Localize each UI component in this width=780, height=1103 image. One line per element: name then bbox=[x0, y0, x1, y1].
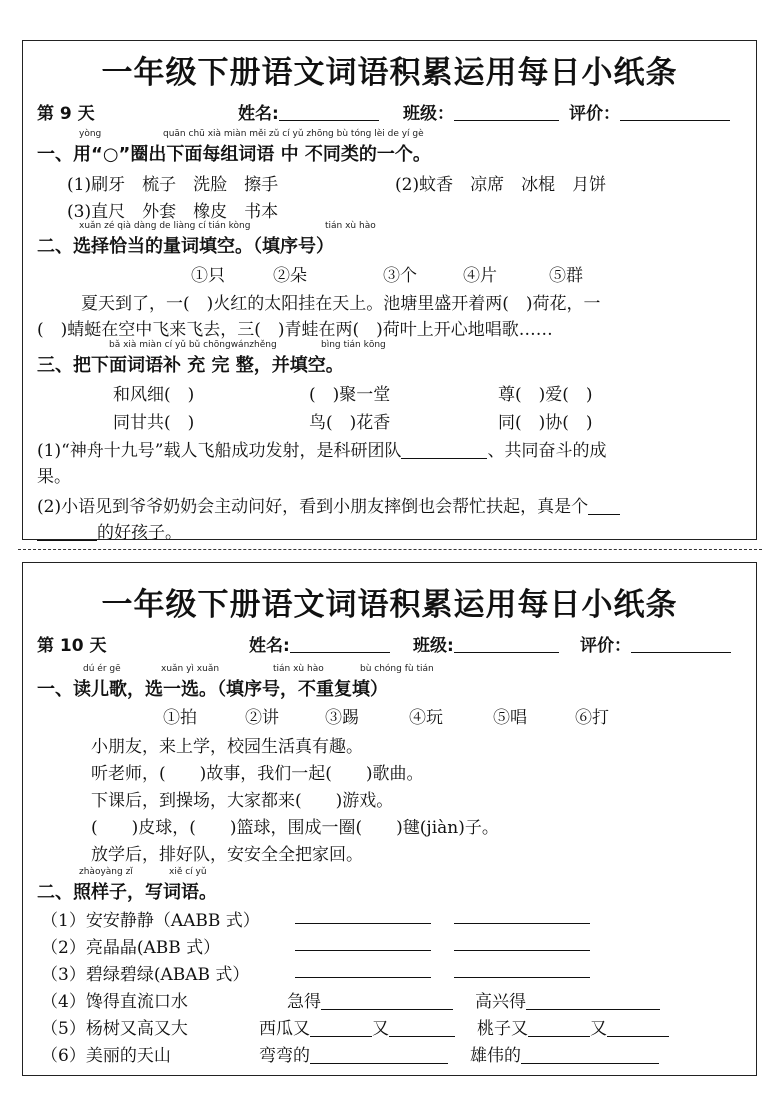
class-blank[interactable] bbox=[454, 104, 559, 121]
answer-blank-row bbox=[295, 960, 590, 979]
q2-item: （1）安安静静（AABB 式） bbox=[41, 911, 260, 931]
option: ①只 bbox=[191, 266, 225, 286]
poem-line: 听老师，( )故事，我们一起( )歌曲。 bbox=[91, 764, 424, 784]
answer-blank[interactable] bbox=[528, 1019, 590, 1037]
option: ③踢 bbox=[325, 708, 359, 728]
question-2-title: 二、选择恰当的量词填空。（填序号） bbox=[37, 236, 334, 257]
answer-blank[interactable] bbox=[607, 1019, 669, 1037]
answer-blank[interactable] bbox=[401, 441, 487, 459]
idiom-blank: 尊( )爱( ) bbox=[498, 385, 593, 405]
name-label: 姓名: bbox=[249, 636, 290, 656]
pinyin: tián xù hào bbox=[273, 664, 324, 674]
answer-blank[interactable] bbox=[454, 933, 590, 951]
question-1-title: 一、用“○”圈出下面每组词语 中 不同类的一个。 bbox=[37, 144, 431, 165]
q2-passage-line-1: 夏天到了，一( )火红的太阳挂在天上。池塘里盛开着两( )荷花，一 bbox=[81, 294, 601, 314]
name-label: 姓名: bbox=[238, 104, 279, 124]
idiom-blank: 鸟( )花香 bbox=[309, 413, 391, 433]
q2-item: （2）亮晶晶(ABB 式） bbox=[41, 938, 221, 958]
answer-blank-row bbox=[295, 906, 590, 925]
option: ⑤群 bbox=[549, 266, 583, 286]
class-field[interactable] bbox=[403, 99, 559, 124]
name-blank[interactable] bbox=[279, 104, 379, 121]
answer-blank[interactable] bbox=[295, 960, 431, 978]
q2-item: （5）杨树又高又大 bbox=[41, 1019, 188, 1039]
cut-line-divider bbox=[18, 549, 762, 550]
q3-sentence-2: (2)小语见到爷爷奶奶会主动问好，看到小朋友摔倒也会帮忙扶起，真是个 bbox=[37, 492, 620, 517]
worksheet-card-day10 bbox=[22, 562, 757, 1076]
answer-blank[interactable] bbox=[295, 906, 431, 924]
pinyin: xiě cí yǔ bbox=[169, 867, 207, 877]
card-title: 一年级下册语文词语积累运用每日小纸条 bbox=[101, 587, 678, 623]
q3-sentence-2-end: 的好孩子。 bbox=[37, 518, 182, 543]
answer-blank-row bbox=[295, 933, 590, 952]
option: ⑥打 bbox=[575, 708, 609, 728]
class-label: 班级: bbox=[413, 636, 454, 656]
option: ③个 bbox=[383, 266, 417, 286]
pinyin: tián xù hào bbox=[325, 221, 376, 231]
pinyin: bù chóng fù tián bbox=[360, 664, 434, 674]
option: ①拍 bbox=[163, 708, 197, 728]
name-field[interactable] bbox=[249, 631, 390, 656]
q2-passage-line-2: ( )蜻蜓在空中飞来飞去，三( )青蛙在两( )荷叶上开心地唱歌…… bbox=[37, 320, 553, 340]
eval-blank[interactable] bbox=[631, 636, 731, 653]
q1-group-3: (3)直尺 外套 橡皮 书本 bbox=[67, 202, 279, 222]
card-title: 一年级下册语文词语积累运用每日小纸条 bbox=[101, 55, 678, 91]
answer-blank[interactable] bbox=[454, 906, 590, 924]
pinyin: xuǎn yì xuǎn bbox=[161, 664, 220, 674]
q2-item: （6）美丽的天山 bbox=[41, 1046, 171, 1066]
idiom-blank: 同( )协( ) bbox=[498, 413, 593, 433]
question-3-title: 三、把下面词语补 充 完 整，并填空。 bbox=[37, 355, 344, 376]
option: ⑤唱 bbox=[493, 708, 527, 728]
poem-line: ( )皮球，( )篮球，围成一圈( )毽(jiàn)子。 bbox=[91, 818, 499, 838]
q2-item: （4）馋得直流口水 bbox=[41, 992, 188, 1012]
pinyin: zhàoyàng zǐ bbox=[79, 867, 133, 877]
q2-item: （3）碧绿碧绿(ABAB 式） bbox=[41, 965, 250, 985]
poem-line: 放学后，排好队，安安全全把家回。 bbox=[91, 845, 363, 865]
pinyin: bǎ xià miàn cí yǔ bǔ chōngwánzhěng bbox=[109, 340, 277, 350]
answer-row: 急得 高兴得 bbox=[287, 987, 660, 1012]
option: ④片 bbox=[463, 266, 497, 286]
day-label: 第 9 天 bbox=[37, 104, 95, 124]
answer-blank[interactable] bbox=[521, 1046, 659, 1064]
class-label: 班级： bbox=[403, 104, 454, 124]
pinyin: yòng bbox=[79, 129, 102, 139]
answer-blank[interactable] bbox=[454, 960, 590, 978]
idiom-blank: 和风细( ) bbox=[113, 385, 195, 405]
answer-blank[interactable] bbox=[310, 1019, 372, 1037]
answer-blank[interactable] bbox=[321, 992, 453, 1010]
q1-group-2: (2)蚊香 凉席 冰棍 月饼 bbox=[395, 175, 607, 195]
option: ④玩 bbox=[409, 708, 443, 728]
day-label: 第 10 天 bbox=[37, 636, 107, 656]
eval-label: 评价： bbox=[569, 104, 620, 124]
worksheet-card-day9 bbox=[22, 40, 757, 543]
answer-row: 弯弯的 雄伟的 bbox=[259, 1041, 659, 1066]
pinyin: bìng tián kōng bbox=[321, 340, 386, 350]
answer-row: 西瓜又 又 桃子又 又 bbox=[259, 1014, 669, 1039]
pinyin: xuǎn zé qià dàng de liàng cí tián kòng bbox=[79, 221, 251, 231]
answer-blank[interactable] bbox=[389, 1019, 455, 1037]
answer-blank[interactable] bbox=[310, 1046, 448, 1064]
eval-field[interactable] bbox=[569, 99, 730, 124]
option: ②朵 bbox=[273, 266, 307, 286]
question-1-title: 一、读儿歌，选一选。（填序号，不重复填） bbox=[37, 679, 388, 700]
q1-group-1: (1)刷牙 梳子 洗脸 擦手 bbox=[67, 175, 279, 195]
option: ②讲 bbox=[245, 708, 279, 728]
name-field[interactable] bbox=[238, 99, 379, 124]
q3-sentence-1: (1)“神舟十九号”载人飞船成功发射，是科研团队 、共同奋斗的成 bbox=[37, 441, 607, 461]
idiom-blank: ( )聚一堂 bbox=[309, 385, 391, 405]
eval-blank[interactable] bbox=[620, 104, 730, 121]
answer-blank[interactable] bbox=[588, 497, 620, 515]
name-blank[interactable] bbox=[290, 636, 390, 653]
answer-blank[interactable] bbox=[295, 933, 431, 951]
eval-field[interactable] bbox=[580, 631, 731, 656]
eval-label: 评价： bbox=[580, 636, 631, 656]
class-field[interactable] bbox=[413, 631, 559, 656]
pinyin: quān chū xià miàn měi zǔ cí yǔ zhōng bù tóng lèi de yí gè bbox=[163, 129, 424, 139]
q3-sentence-1-end: 果。 bbox=[37, 467, 71, 487]
question-2-title: 二、照样子，写词语。 bbox=[37, 882, 217, 903]
answer-blank[interactable] bbox=[526, 992, 660, 1010]
poem-line: 下课后，到操场，大家都来( )游戏。 bbox=[91, 791, 394, 811]
poem-line: 小朋友，来上学，校园生活真有趣。 bbox=[91, 737, 363, 757]
idiom-blank: 同甘共( ) bbox=[113, 413, 195, 433]
answer-blank[interactable] bbox=[37, 523, 97, 541]
pinyin: dú ér gē bbox=[83, 664, 121, 674]
class-blank[interactable] bbox=[454, 636, 559, 653]
